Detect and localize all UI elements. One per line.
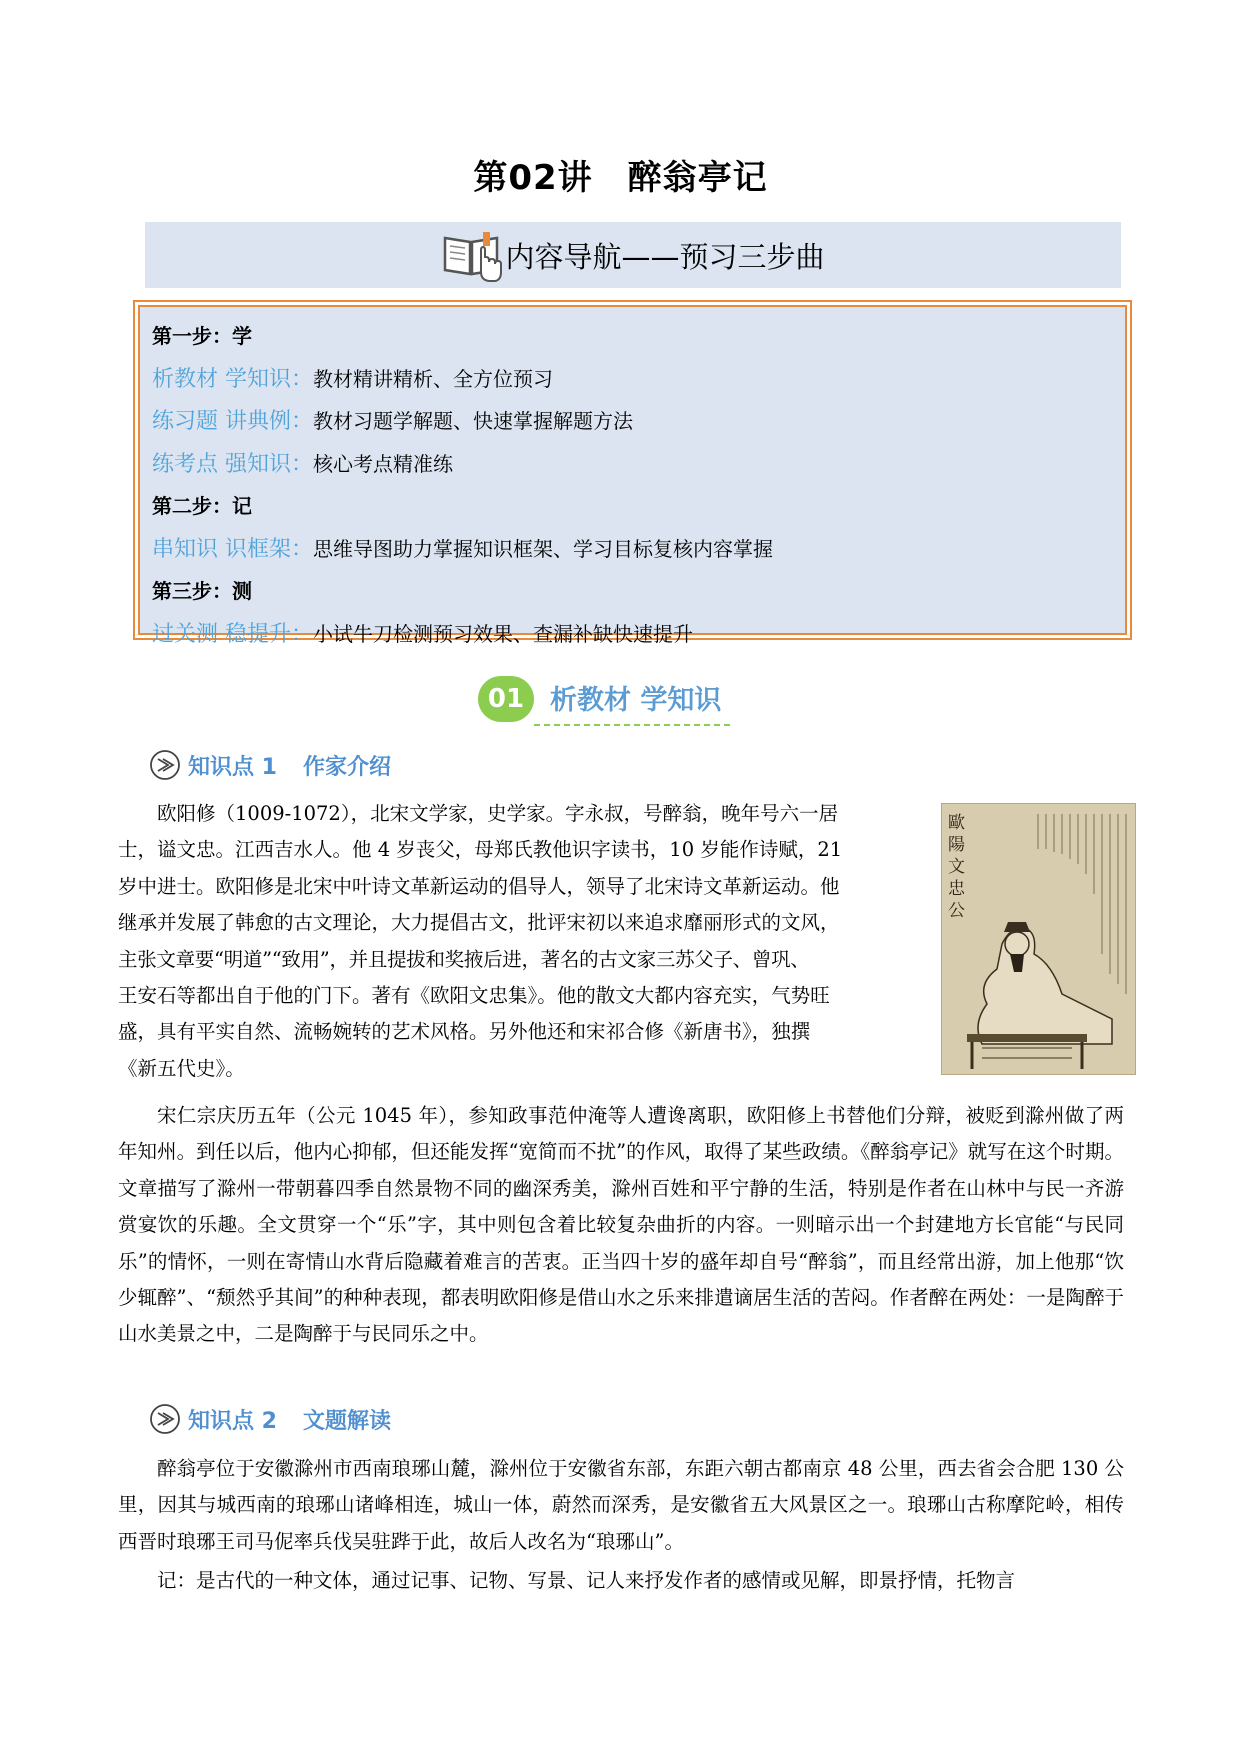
kp1-line: 《新五代史》。: [118, 1056, 245, 1080]
kp1-label: 知识点 1 作家介绍: [188, 754, 391, 780]
kp1-para2-text: 宋仁宗庆历五年（公元 1045 年），参知政事范仲淹等人遭谗离职，欧阳修上书替他们分辩，被贬到滁州做了两年知州。到任以后，他内心抑郁，但还能发挥“宽简而不扰”的作风，取得了某些政绩。《醉翁亭记》就写在这个时期。文章描写了滁州一带朝暮四季自然景物不同的幽深秀美，滁州百姓和平宁静的生活，特别是作者在山林中与民一齐游赏宴饮的乐趣。全文贯穿一个“乐”字，其中则包含着比较复杂曲折的内容。一则暗示出一个封建地方长官能“与民同乐”的情怀，一则在寄情山水背后隐藏着难言的苦衷。正当四十岁的盛年却自号“醉翁”，而且经常出游，加上他那“饮少辄醉”、“颓然乎其间”的种种表现，都表明欧阳修是借山水之乐来排遣谪居生活的苦闷。作者醉在两处：一是陶醉于山水美景之中，二是陶醉于与民同乐之中。: [118, 1104, 1124, 1346]
steps-box: [133, 300, 1132, 647]
step-key: 析教材 学知识：: [152, 366, 313, 392]
step1-item-3: [152, 443, 1113, 486]
kp1-line: 欧阳修（1009-1072），北宋文学家，史学家。字永叔，号醉翁，晚年号六一居: [157, 802, 839, 825]
portrait-caption: 歐陽文忠公: [948, 813, 965, 921]
book-pointer-icon: [441, 226, 503, 284]
kp2-para2-text: 记：是古代的一种文体，通过记事、记物、写景、记人来抒发作者的感情或见解，即景抒情，托物言: [157, 1569, 1016, 1592]
kp1-line: 继承并发展了韩愈的古文理论，大力提倡古文，批评宋初以来追求靡丽形式的文风，: [118, 911, 840, 935]
steps-panel: [138, 305, 1127, 647]
step-key: 练考点 强知识：: [152, 451, 313, 477]
arrow-circle-icon: [148, 748, 182, 782]
kp1-line: 盛，具有平实自然、流畅婉转的艺术风格。另外他还和宋祁合修《新唐书》，独撰: [118, 1020, 811, 1044]
kp2-heading: [148, 1402, 391, 1436]
section-number: 01: [478, 676, 534, 722]
step-key: 串知识 识框架：: [152, 536, 313, 562]
step2-heading: 第二步：记: [152, 494, 252, 518]
kp1-line: 士，谥文忠。江西吉水人。他 4 岁丧父，母郑氏教他识字读书，10 岁能作诗赋，21: [118, 838, 843, 862]
step1-heading: 第一步：学: [152, 324, 252, 348]
step-desc: 小试牛刀检测预习效果、查漏补缺快速提升: [313, 621, 693, 646]
step-desc: 核心考点精准练: [313, 451, 453, 476]
section-underline: [534, 724, 730, 726]
kp2-para1-text: 醉翁亭位于安徽滁州市西南琅琊山麓，滁州位于安徽省东部，东距六朝古都南京 48 公里，西去省会合肥 130 公里，因其与城西南的琅琊山诸峰相连，城山一体，蔚然而深秀，是安徽省五大风景区之一。琅琊山古称摩陀岭，相传西晋时琅琊王司马伲率兵伐吴驻跸于此，故后人改名为“琅琊山”。: [118, 1457, 1124, 1553]
step-desc: 教材习题学解题、快速掌握解题方法: [313, 409, 633, 433]
kp1-para2: [118, 1098, 1124, 1353]
arrow-circle-icon: [148, 1402, 182, 1436]
step2-item-1: [152, 528, 1113, 571]
step-desc: 思维导图助力掌握知识框架、学习目标复核内容掌握: [313, 536, 773, 561]
step1-item-1: [152, 358, 1113, 401]
kp2-label: 知识点 2 文题解读: [188, 1408, 391, 1434]
kp2-para1: [118, 1451, 1124, 1560]
page-title: 第02讲 醉翁亭记: [473, 158, 768, 198]
nav-banner: [145, 222, 1121, 288]
step-key: 练习题 讲典例：: [152, 409, 313, 434]
kp1-heading: [148, 748, 391, 782]
nav-title: 内容导航——预习三步曲: [505, 239, 825, 274]
kp1-line: 主张文章要“明道”“致用”，并且提拔和奖掖后进，著名的古文家三苏父子、曾巩、: [118, 947, 810, 971]
step-key: 过关测 稳提升：: [152, 621, 313, 647]
step1-item-2: [152, 400, 1113, 443]
portrait-image: [941, 803, 1136, 1075]
section-title: 析教材 学知识: [550, 685, 722, 716]
kp1-line: 岁中进士。欧阳修是北宋中叶诗文革新运动的倡导人，领导了北宋诗文革新运动。他: [118, 874, 840, 898]
kp2-para2: [118, 1563, 1124, 1599]
kp1-line: 王安石等都出自于他的门下。著有《欧阳文忠集》。他的散文大都内容充实，气势旺: [118, 984, 830, 1008]
kp1-para1: [118, 796, 922, 1087]
step3-item-1: [152, 613, 1113, 656]
step3-heading: 第三步：测: [152, 579, 252, 603]
portrait-illustration: [942, 804, 1136, 1075]
step-desc: 教材精讲精析、全方位预习: [313, 366, 553, 391]
section-badge: [478, 670, 758, 730]
